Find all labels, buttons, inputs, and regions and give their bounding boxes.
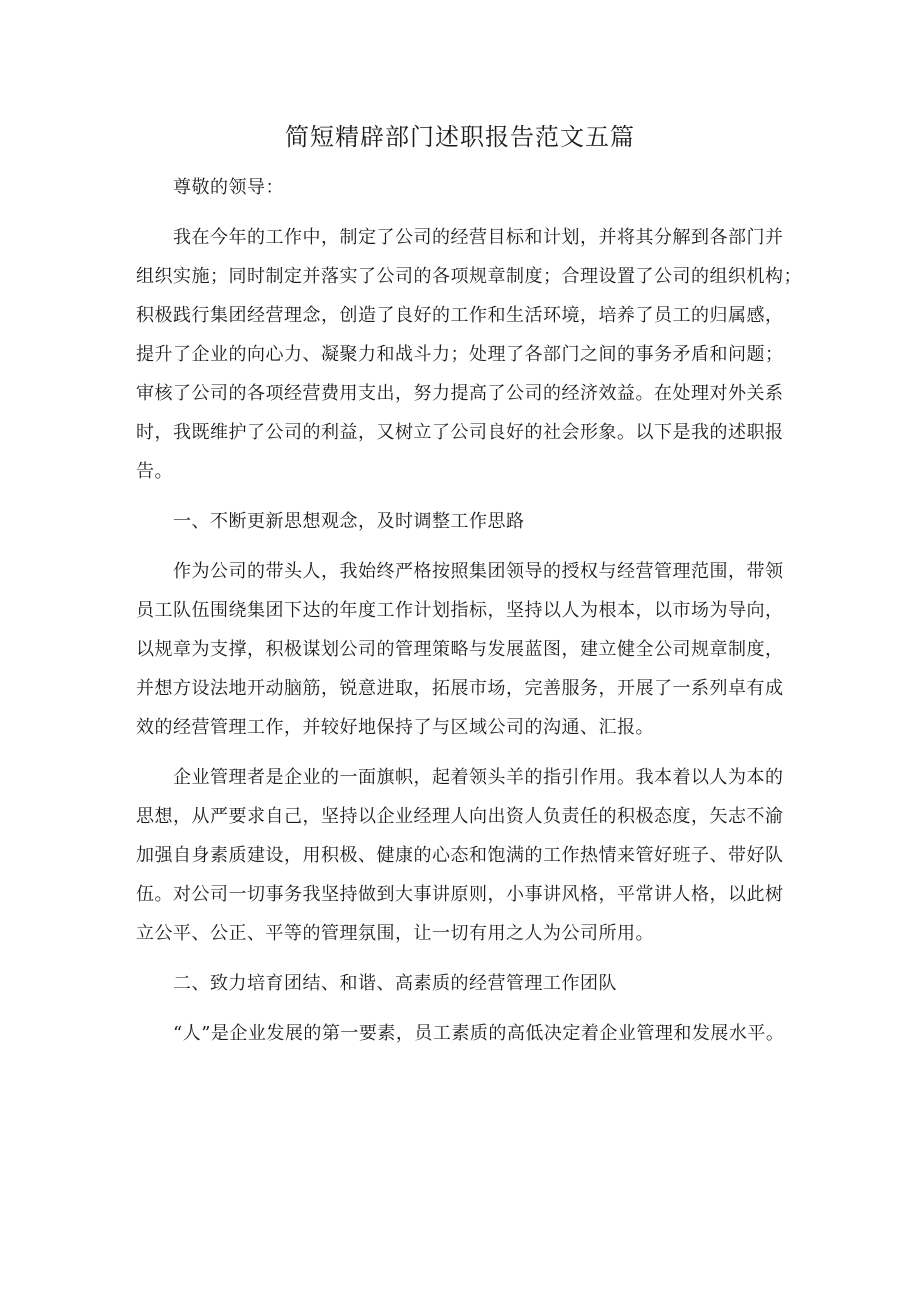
text-line: 尊敬的领导： xyxy=(173,177,284,198)
text-line: 一、不断更新思想观念，及时调整工作思路 xyxy=(173,511,525,532)
text-line: 以规章为支撑，积极谋划公司的管理策略与发展蓝图，建立健全公司规章制度， xyxy=(136,639,784,660)
section-heading-1 xyxy=(136,502,796,541)
text-line: 并想方设法地开动脑筋，锐意进取，拓展市场，完善服务，开展了一系列卓有成 xyxy=(136,678,784,699)
paragraph-people xyxy=(136,1014,796,1053)
document-body xyxy=(136,168,802,1053)
text-line: 思想，从严要求自己，坚持以企业经理人向出资人负责任的积极态度，矢志不渝 xyxy=(136,806,784,827)
text-line: 企业管理者是企业的一面旗帜，起着领头羊的指引作用。我本着以人为本的 xyxy=(173,767,784,788)
text-line: 伍。对公司一切事务我坚持做到大事讲原则，小事讲风格，平常讲人格，以此树 xyxy=(136,884,784,905)
text-line: 时，我既维护了公司的利益，又树立了公司良好的社会形象。以下是我的述职报 xyxy=(136,422,784,443)
section-heading-2 xyxy=(136,964,796,1003)
text-line: 立公平、公正、平等的管理氛围，让一切有用之人为公司所用。 xyxy=(136,923,654,944)
text-line: 我在今年的工作中，制定了公司的经营目标和计划，并将其分解到各部门并 xyxy=(173,227,784,248)
text-line: “人”是企业发展的第一要素，员工素质的高低决定着企业管理和发展水平。 xyxy=(173,1023,785,1044)
paragraph-intro xyxy=(136,218,802,491)
text-line: 积极践行集团经营理念，创造了良好的工作和生活环境，培养了员工的归属感， xyxy=(136,305,784,326)
text-line: 员工队伍围绕集团下达的年度工作计划指标，坚持以人为根本，以市场为导向， xyxy=(136,600,784,621)
text-line: 作为公司的带头人，我始终严格按照集团领导的授权与经营管理范围，带领 xyxy=(173,561,784,582)
text-line: 组织实施；同时制定并落实了公司的各项规章制度；合理设置了公司的组织机构； xyxy=(136,266,802,287)
document-title: 简短精辟部门述职报告范文五篇 xyxy=(285,123,635,151)
text-line: 二、致力培育团结、和谐、高素质的经营管理工作团队 xyxy=(173,973,617,994)
text-line: 提升了企业的向心力、凝聚力和战斗力；处理了各部门之间的事务矛盾和问题； xyxy=(136,344,784,365)
text-line: 加强自身素质建设，用积极、健康的心态和饱满的工作热情来管好班子、带好队 xyxy=(136,845,784,866)
paragraph-management xyxy=(136,758,796,953)
paragraph-leadership xyxy=(136,552,796,747)
text-line: 告。 xyxy=(136,461,173,482)
salutation xyxy=(136,168,796,207)
text-line: 审核了公司的各项经营费用支出，努力提高了公司的经济效益。在处理对外关系 xyxy=(136,383,784,404)
text-line: 效的经营管理工作，并较好地保持了与区域公司的沟通、汇报。 xyxy=(136,717,654,738)
